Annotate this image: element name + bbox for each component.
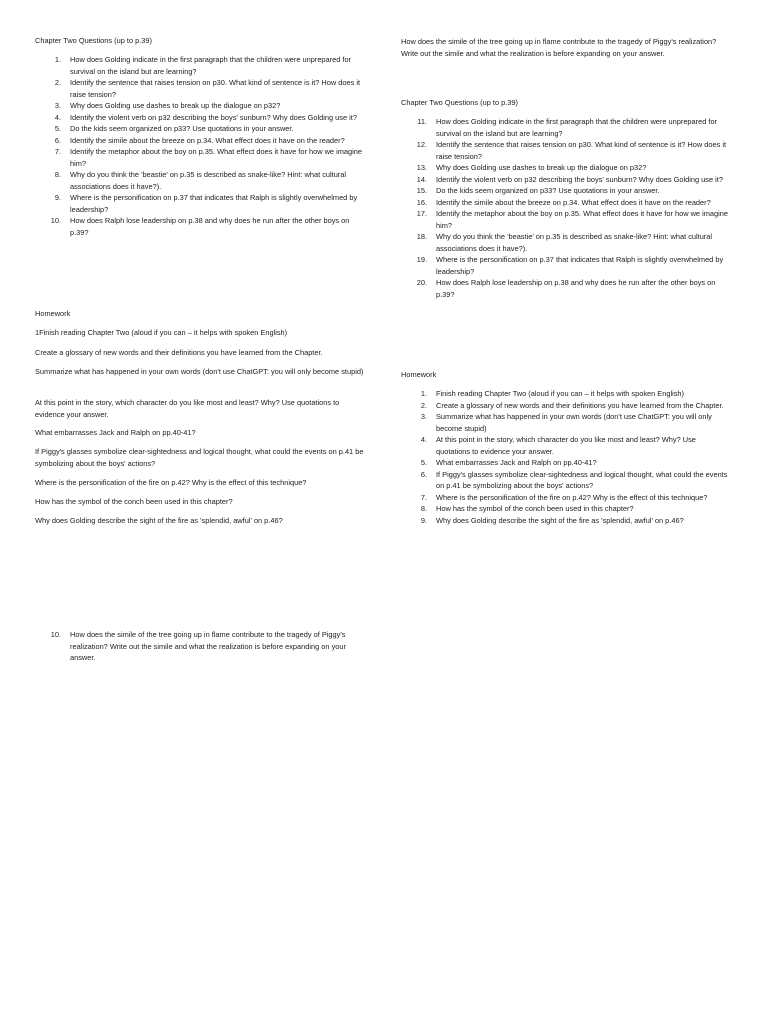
item-text: How has the symbol of the conch been used in this chapter? [436, 504, 634, 513]
item-text: Where is the personification on p.37 that indicates that Ralph is slightly overwhelmed by leadership? [70, 193, 358, 214]
item-text: Identify the sentence that raises tension on p30. What kind of sentence is it? How does it raise tension? [436, 140, 727, 161]
item-number: 17. [416, 209, 427, 218]
homework-paragraph: Where is the personification of the fire on p.42? Why is the effect of this technique? [35, 478, 307, 487]
item-text: Where is the personification on p.37 that indicates that Ralph is slightly overwhelmed by leadership? [436, 255, 724, 276]
item-text: Why does Golding use dashes to break up the dialogue on p32? [70, 101, 281, 110]
list-item [401, 116, 731, 139]
chapter-questions-list [401, 116, 731, 300]
homework-heading: Homework [401, 370, 437, 379]
chapter-questions-list [35, 54, 365, 238]
list-item [35, 112, 365, 124]
item-number: 12. [416, 140, 427, 149]
list-item [401, 469, 731, 492]
item-number: 9. [420, 515, 427, 525]
item-text: Where is the personification of the fire on p.42? Why is the effect of this technique? [436, 492, 708, 502]
item-number: 11. [417, 117, 427, 126]
list-item [401, 277, 731, 300]
homework-paragraph: Why does Golding describe the sight of the fire as 'splendid, awful' on p.46? [35, 516, 283, 525]
item-text: At this point in the story, which character do you like most and least? Why? Use quotations to evidence your answer. [436, 435, 696, 456]
list-item [35, 54, 365, 77]
item-text: Finish reading Chapter Two (aloud if you can – it helps with spoken English) [436, 389, 684, 398]
item-text: Summarize what has happened in your own words (don't use ChatGPT: you will only become stupid) [436, 412, 712, 433]
item-text: Do the kids seem organized on p33? Use quotations in your answer. [70, 124, 294, 133]
item-text: Identify the simile about the breeze on p.34. What effect does it have on the reader? [70, 135, 345, 145]
item-number: 7. [420, 492, 427, 502]
item-number: 19. [416, 255, 427, 264]
item-text: Why do you think the 'beastie' on p.35 is described as snake-like? Hint: what cultural associations does it have?). [70, 170, 347, 191]
item-number: 5. [54, 124, 61, 133]
item-number: 2. [54, 78, 61, 87]
item-text: Identify the simile about the breeze on p.34. What effect does it have on the reader? [436, 197, 711, 207]
item-text: Identify the metaphor about the boy on p.35. What effect does it have for how we imagine him? [70, 147, 362, 168]
list-item [35, 629, 347, 664]
item-number: 8. [420, 504, 427, 513]
list-item [35, 123, 365, 135]
item-number: 8. [54, 170, 61, 179]
list-item [401, 503, 731, 515]
item-text: How does Ralph lose leadership on p.38 and why does he run after the other boys on p.39? [70, 216, 350, 237]
item-text: Identify the metaphor about the boy on p.35. What effect does it have for how we imagine him? [436, 209, 728, 230]
item-number: 6. [420, 469, 427, 479]
item-number: 9. [54, 193, 61, 202]
list-item [401, 492, 731, 504]
list-item [401, 254, 731, 277]
item-number: 5. [420, 458, 427, 467]
item-number: 3. [54, 101, 61, 110]
list-item [401, 162, 731, 174]
item-text: Identify the violent verb on p32 describing the boys' sunburn? Why does Golding use it? [70, 112, 357, 122]
item-number: 7. [54, 147, 61, 156]
item-text: How does Golding indicate in the first paragraph that the children were unprepared for survival on the island but are learning? [70, 55, 352, 76]
item-text: If Piggy's glasses symbolize clear-sightedness and logical thought, what could the events on p.41 be symbolizing about the boys' actions? [436, 469, 728, 490]
item-number: 10. [50, 216, 61, 225]
list-item [401, 400, 731, 412]
bottom-question-list [35, 629, 347, 664]
item-number: 4. [54, 112, 61, 122]
homework-paragraph: What embarrasses Jack and Ralph on pp.40-41? [35, 428, 196, 437]
homework-paragraph: If Piggy's glasses symbolize clear-sightedness and logical thought, what could the events on p.41 be symbolizing about the boys' actions? [35, 447, 364, 468]
item-number: 6. [54, 135, 61, 145]
homework-paragraph: Summarize what has happened in your own words (don't use ChatGPT: you will only become stupid) [35, 367, 364, 376]
item-text: Identify the violent verb on p32 describing the boys' sunburn? Why does Golding use it? [436, 174, 723, 184]
item-number: 2. [420, 400, 427, 410]
item-text: How does the simile of the tree going up in flame contribute to the tragedy of Piggy's realization? Write out the simile and what the realization is before expanding on your answer. [70, 630, 346, 662]
item-number: 16. [416, 197, 427, 207]
homework-list [401, 388, 731, 526]
item-text: How does Ralph lose leadership on p.38 and why does he run after the other boys on p.39? [436, 278, 716, 299]
item-number: 20. [416, 278, 427, 287]
list-item [401, 174, 731, 186]
list-item [401, 388, 731, 400]
item-text: Identify the sentence that raises tension on p30. What kind of sentence is it? How does it raise tension? [70, 78, 361, 99]
homework-heading: Homework [35, 309, 71, 318]
list-item [401, 185, 731, 197]
homework-paragraph: How has the symbol of the conch been used in this chapter? [35, 497, 233, 506]
item-text: Why does Golding use dashes to break up the dialogue on p32? [436, 163, 647, 172]
item-number: 4. [420, 435, 427, 444]
list-item [401, 411, 731, 434]
item-number: 13. [416, 163, 427, 172]
list-item [35, 215, 365, 238]
homework-paragraph: 1Finish reading Chapter Two (aloud if you can – it helps with spoken English) [35, 328, 288, 337]
item-text: Why does Golding describe the sight of the fire as 'splendid, awful' on p.46? [436, 515, 684, 525]
list-item [401, 139, 731, 162]
item-number: 18. [416, 232, 427, 241]
item-text: How does Golding indicate in the first paragraph that the children were unprepared for survival on the island but are learning? [436, 117, 718, 138]
list-item [35, 192, 365, 215]
list-item [401, 231, 731, 254]
item-number: 14. [416, 174, 427, 184]
list-item [35, 169, 365, 192]
list-item [35, 77, 365, 100]
item-number: 1. [420, 389, 427, 398]
chapter-two-heading: Chapter Two Questions (up to p.39) [401, 98, 518, 107]
homework-paragraph: At this point in the story, which character do you like most and least? Why? Use quotations to evidence your answer. [35, 398, 340, 419]
item-number: 3. [420, 412, 427, 421]
item-number: 10. [50, 630, 61, 639]
list-item [35, 146, 365, 169]
item-number: 1. [54, 55, 61, 64]
list-item [401, 515, 731, 527]
list-item [401, 208, 731, 231]
list-item [35, 135, 365, 147]
homework-paragraph: Create a glossary of new words and their definitions you have learned from the Chapter. [35, 348, 323, 357]
item-text: What embarrasses Jack and Ralph on pp.40-41? [436, 458, 597, 467]
list-item [401, 434, 731, 457]
item-text: Create a glossary of new words and their definitions you have learned from the Chapter. [436, 400, 724, 410]
list-item [401, 197, 731, 209]
item-number: 15. [416, 186, 427, 195]
list-item [401, 457, 731, 469]
list-item [35, 100, 365, 112]
item-text: Do the kids seem organized on p33? Use quotations in your answer. [436, 186, 660, 195]
intro-question-paragraph: How does the simile of the tree going up in flame contribute to the tragedy of Piggy's realization? Write out the simile and what the realization is before expanding on your answer. [401, 37, 717, 58]
chapter-two-heading: Chapter Two Questions (up to p.39) [35, 36, 152, 45]
item-text: Why do you think the 'beastie' on p.35 is described as snake-like? Hint: what cultural associations does it have?). [436, 232, 713, 253]
